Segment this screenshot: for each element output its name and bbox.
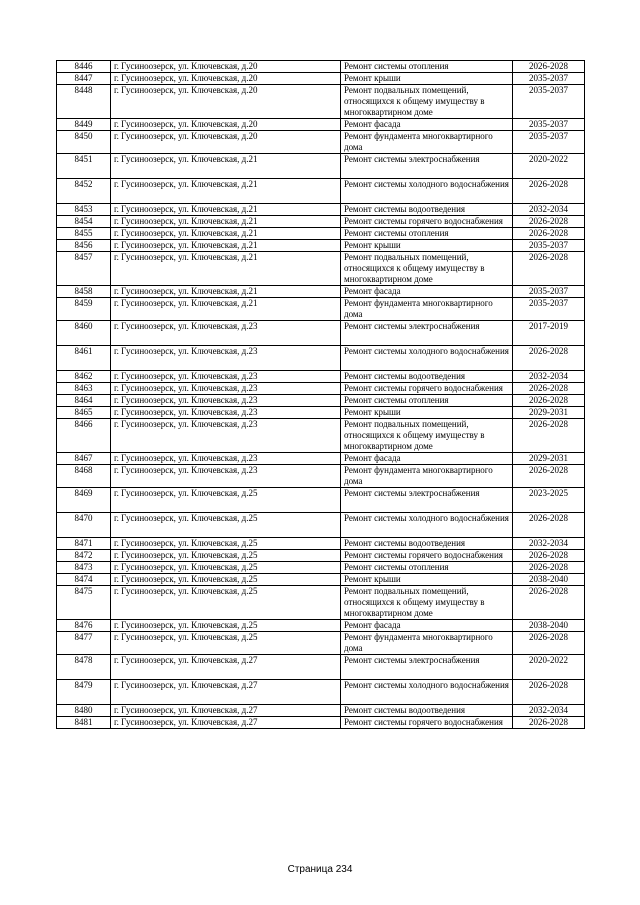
row-address: г. Гусиноозерск, ул. Ключевская, д.23 xyxy=(111,453,341,465)
row-work-type: Ремонт крыши xyxy=(341,240,513,252)
row-address: г. Гусиноозерск, ул. Ключевская, д.23 xyxy=(111,321,341,346)
row-address: г. Гусиноозерск, ул. Ключевская, д.25 xyxy=(111,574,341,586)
row-period: 2032-2034 xyxy=(513,204,585,216)
row-address: г. Гусиноозерск, ул. Ключевская, д.23 xyxy=(111,395,341,407)
row-number: 8472 xyxy=(57,550,111,562)
row-number: 8475 xyxy=(57,586,111,620)
table-row xyxy=(57,383,585,395)
row-period: 2026-2028 xyxy=(513,383,585,395)
row-number: 8467 xyxy=(57,453,111,465)
table-row xyxy=(57,228,585,240)
row-address: г. Гусиноозерск, ул. Ключевская, д.21 xyxy=(111,179,341,204)
row-number: 8465 xyxy=(57,407,111,419)
row-work-type: Ремонт фундамента многоквартирного дома xyxy=(341,298,513,321)
row-work-type: Ремонт системы отопления xyxy=(341,61,513,73)
row-number: 8474 xyxy=(57,574,111,586)
row-address: г. Гусиноозерск, ул. Ключевская, д.23 xyxy=(111,465,341,488)
row-work-type: Ремонт фасада xyxy=(341,620,513,632)
row-period: 2026-2028 xyxy=(513,632,585,655)
row-work-type: Ремонт подвальных помещений, относящихся к общему имуществу в многоквартирном доме xyxy=(341,586,513,620)
row-period: 2032-2034 xyxy=(513,371,585,383)
row-work-type: Ремонт крыши xyxy=(341,574,513,586)
row-address: г. Гусиноозерск, ул. Ключевская, д.20 xyxy=(111,85,341,119)
row-work-type: Ремонт системы водоотведения xyxy=(341,371,513,383)
row-number: 8459 xyxy=(57,298,111,321)
row-number: 8462 xyxy=(57,371,111,383)
row-number: 8476 xyxy=(57,620,111,632)
row-work-type: Ремонт системы водоотведения xyxy=(341,705,513,717)
row-work-type: Ремонт фундамента многоквартирного дома xyxy=(341,131,513,154)
row-period: 2029-2031 xyxy=(513,453,585,465)
row-period: 2026-2028 xyxy=(513,228,585,240)
row-address: г. Гусиноозерск, ул. Ключевская, д.27 xyxy=(111,655,341,680)
row-number: 8456 xyxy=(57,240,111,252)
row-period: 2035-2037 xyxy=(513,298,585,321)
row-work-type: Ремонт системы горячего водоснабжения xyxy=(341,550,513,562)
row-period: 2026-2028 xyxy=(513,513,585,538)
table-row xyxy=(57,119,585,131)
row-address: г. Гусиноозерск, ул. Ключевская, д.21 xyxy=(111,240,341,252)
row-address: г. Гусиноозерск, ул. Ключевская, д.21 xyxy=(111,228,341,240)
row-address: г. Гусиноозерск, ул. Ключевская, д.21 xyxy=(111,298,341,321)
row-period: 2038-2040 xyxy=(513,620,585,632)
table-row xyxy=(57,655,585,680)
row-period: 2035-2037 xyxy=(513,119,585,131)
row-period: 2035-2037 xyxy=(513,73,585,85)
table-row xyxy=(57,680,585,705)
row-period: 2026-2028 xyxy=(513,419,585,453)
table-row xyxy=(57,632,585,655)
row-work-type: Ремонт системы электроснабжения xyxy=(341,655,513,680)
row-work-type: Ремонт системы электроснабжения xyxy=(341,154,513,179)
row-address: г. Гусиноозерск, ул. Ключевская, д.25 xyxy=(111,632,341,655)
table-row xyxy=(57,131,585,154)
row-work-type: Ремонт системы водоотведения xyxy=(341,204,513,216)
table-row xyxy=(57,407,585,419)
row-period: 2026-2028 xyxy=(513,465,585,488)
table-row xyxy=(57,154,585,179)
table-row xyxy=(57,562,585,574)
row-period: 2026-2028 xyxy=(513,216,585,228)
row-address: г. Гусиноозерск, ул. Ключевская, д.23 xyxy=(111,371,341,383)
row-address: г. Гусиноозерск, ул. Ключевская, д.20 xyxy=(111,119,341,131)
register-table-body xyxy=(57,61,585,729)
row-period: 2026-2028 xyxy=(513,61,585,73)
row-period: 2026-2028 xyxy=(513,586,585,620)
table-row xyxy=(57,465,585,488)
row-period: 2026-2028 xyxy=(513,179,585,204)
table-row xyxy=(57,586,585,620)
row-address: г. Гусиноозерск, ул. Ключевская, д.23 xyxy=(111,419,341,453)
row-number: 8481 xyxy=(57,717,111,729)
table-row xyxy=(57,240,585,252)
row-period: 2020-2022 xyxy=(513,655,585,680)
table-row xyxy=(57,252,585,286)
row-address: г. Гусиноозерск, ул. Ключевская, д.25 xyxy=(111,538,341,550)
row-number: 8473 xyxy=(57,562,111,574)
row-address: г. Гусиноозерск, ул. Ключевская, д.25 xyxy=(111,586,341,620)
row-period: 2026-2028 xyxy=(513,252,585,286)
table-row xyxy=(57,705,585,717)
row-period: 2035-2037 xyxy=(513,131,585,154)
row-period: 2026-2028 xyxy=(513,395,585,407)
row-number: 8457 xyxy=(57,252,111,286)
table-row xyxy=(57,346,585,371)
row-work-type: Ремонт системы холодного водоснабжения xyxy=(341,179,513,204)
row-period: 2038-2040 xyxy=(513,574,585,586)
row-work-type: Ремонт системы отопления xyxy=(341,395,513,407)
row-address: г. Гусиноозерск, ул. Ключевская, д.20 xyxy=(111,73,341,85)
row-number: 8470 xyxy=(57,513,111,538)
row-address: г. Гусиноозерск, ул. Ключевская, д.21 xyxy=(111,252,341,286)
row-period: 2026-2028 xyxy=(513,562,585,574)
row-work-type: Ремонт системы холодного водоснабжения xyxy=(341,680,513,705)
row-period: 2035-2037 xyxy=(513,85,585,119)
row-number: 8460 xyxy=(57,321,111,346)
row-address: г. Гусиноозерск, ул. Ключевская, д.25 xyxy=(111,513,341,538)
row-work-type: Ремонт фасада xyxy=(341,119,513,131)
table-row xyxy=(57,453,585,465)
row-work-type: Ремонт системы горячего водоснабжения xyxy=(341,717,513,729)
row-work-type: Ремонт фундамента многоквартирного дома xyxy=(341,632,513,655)
row-number: 8480 xyxy=(57,705,111,717)
row-period: 2017-2019 xyxy=(513,321,585,346)
table-row xyxy=(57,73,585,85)
row-number: 8469 xyxy=(57,488,111,513)
row-address: г. Гусиноозерск, ул. Ключевская, д.23 xyxy=(111,346,341,371)
row-number: 8451 xyxy=(57,154,111,179)
table-row xyxy=(57,513,585,538)
row-number: 8477 xyxy=(57,632,111,655)
table-row xyxy=(57,216,585,228)
row-period: 2029-2031 xyxy=(513,407,585,419)
table-row xyxy=(57,550,585,562)
row-work-type: Ремонт фасада xyxy=(341,286,513,298)
row-number: 8450 xyxy=(57,131,111,154)
table-row xyxy=(57,298,585,321)
row-address: г. Гусиноозерск, ул. Ключевская, д.27 xyxy=(111,680,341,705)
row-address: г. Гусиноозерск, ул. Ключевская, д.25 xyxy=(111,488,341,513)
row-work-type: Ремонт системы электроснабжения xyxy=(341,488,513,513)
row-number: 8458 xyxy=(57,286,111,298)
row-work-type: Ремонт фасада xyxy=(341,453,513,465)
row-address: г. Гусиноозерск, ул. Ключевская, д.27 xyxy=(111,717,341,729)
row-work-type: Ремонт фундамента многоквартирного дома xyxy=(341,465,513,488)
row-number: 8471 xyxy=(57,538,111,550)
row-period: 2035-2037 xyxy=(513,240,585,252)
row-number: 8464 xyxy=(57,395,111,407)
table-row xyxy=(57,204,585,216)
row-number: 8478 xyxy=(57,655,111,680)
row-number: 8453 xyxy=(57,204,111,216)
row-work-type: Ремонт крыши xyxy=(341,73,513,85)
row-period: 2026-2028 xyxy=(513,550,585,562)
table-row xyxy=(57,61,585,73)
row-number: 8461 xyxy=(57,346,111,371)
row-work-type: Ремонт системы отопления xyxy=(341,228,513,240)
row-period: 2026-2028 xyxy=(513,680,585,705)
row-period: 2020-2022 xyxy=(513,154,585,179)
row-number: 8468 xyxy=(57,465,111,488)
row-period: 2032-2034 xyxy=(513,538,585,550)
row-number: 8446 xyxy=(57,61,111,73)
row-address: г. Гусиноозерск, ул. Ключевская, д.21 xyxy=(111,286,341,298)
row-period: 2026-2028 xyxy=(513,346,585,371)
row-work-type: Ремонт крыши xyxy=(341,407,513,419)
row-number: 8454 xyxy=(57,216,111,228)
row-address: г. Гусиноозерск, ул. Ключевская, д.27 xyxy=(111,705,341,717)
row-number: 8452 xyxy=(57,179,111,204)
row-work-type: Ремонт системы горячего водоснабжения xyxy=(341,383,513,395)
row-address: г. Гусиноозерск, ул. Ключевская, д.25 xyxy=(111,620,341,632)
row-work-type: Ремонт системы горячего водоснабжения xyxy=(341,216,513,228)
row-address: г. Гусиноозерск, ул. Ключевская, д.21 xyxy=(111,216,341,228)
row-work-type: Ремонт системы отопления xyxy=(341,562,513,574)
row-number: 8447 xyxy=(57,73,111,85)
row-period: 2035-2037 xyxy=(513,286,585,298)
row-work-type: Ремонт системы водоотведения xyxy=(341,538,513,550)
row-address: г. Гусиноозерск, ул. Ключевская, д.23 xyxy=(111,383,341,395)
table-row xyxy=(57,179,585,204)
row-number: 8448 xyxy=(57,85,111,119)
table-row xyxy=(57,85,585,119)
row-work-type: Ремонт подвальных помещений, относящихся к общему имуществу в многоквартирном доме xyxy=(341,252,513,286)
register-table xyxy=(56,60,585,729)
table-row xyxy=(57,620,585,632)
table-row xyxy=(57,574,585,586)
row-number: 8479 xyxy=(57,680,111,705)
row-period: 2032-2034 xyxy=(513,705,585,717)
table-row xyxy=(57,488,585,513)
row-address: г. Гусиноозерск, ул. Ключевская, д.20 xyxy=(111,61,341,73)
table-row xyxy=(57,419,585,453)
table-row xyxy=(57,321,585,346)
row-address: г. Гусиноозерск, ул. Ключевская, д.23 xyxy=(111,407,341,419)
page-number: Страница 234 xyxy=(287,864,353,875)
row-address: г. Гусиноозерск, ул. Ключевская, д.21 xyxy=(111,204,341,216)
row-work-type: Ремонт системы холодного водоснабжения xyxy=(341,513,513,538)
row-period: 2026-2028 xyxy=(513,717,585,729)
row-address: г. Гусиноозерск, ул. Ключевская, д.25 xyxy=(111,550,341,562)
row-address: г. Гусиноозерск, ул. Ключевская, д.21 xyxy=(111,154,341,179)
row-number: 8466 xyxy=(57,419,111,453)
row-work-type: Ремонт подвальных помещений, относящихся к общему имуществу в многоквартирном доме xyxy=(341,419,513,453)
row-work-type: Ремонт системы холодного водоснабжения xyxy=(341,346,513,371)
row-work-type: Ремонт системы электроснабжения xyxy=(341,321,513,346)
table-row xyxy=(57,371,585,383)
table-row xyxy=(57,395,585,407)
row-work-type: Ремонт подвальных помещений, относящихся к общему имуществу в многоквартирном доме xyxy=(341,85,513,119)
row-address: г. Гусиноозерск, ул. Ключевская, д.20 xyxy=(111,131,341,154)
row-number: 8449 xyxy=(57,119,111,131)
table-row xyxy=(57,717,585,729)
table-row xyxy=(57,538,585,550)
row-number: 8463 xyxy=(57,383,111,395)
row-address: г. Гусиноозерск, ул. Ключевская, д.25 xyxy=(111,562,341,574)
table-row xyxy=(57,286,585,298)
row-number: 8455 xyxy=(57,228,111,240)
row-period: 2023-2025 xyxy=(513,488,585,513)
